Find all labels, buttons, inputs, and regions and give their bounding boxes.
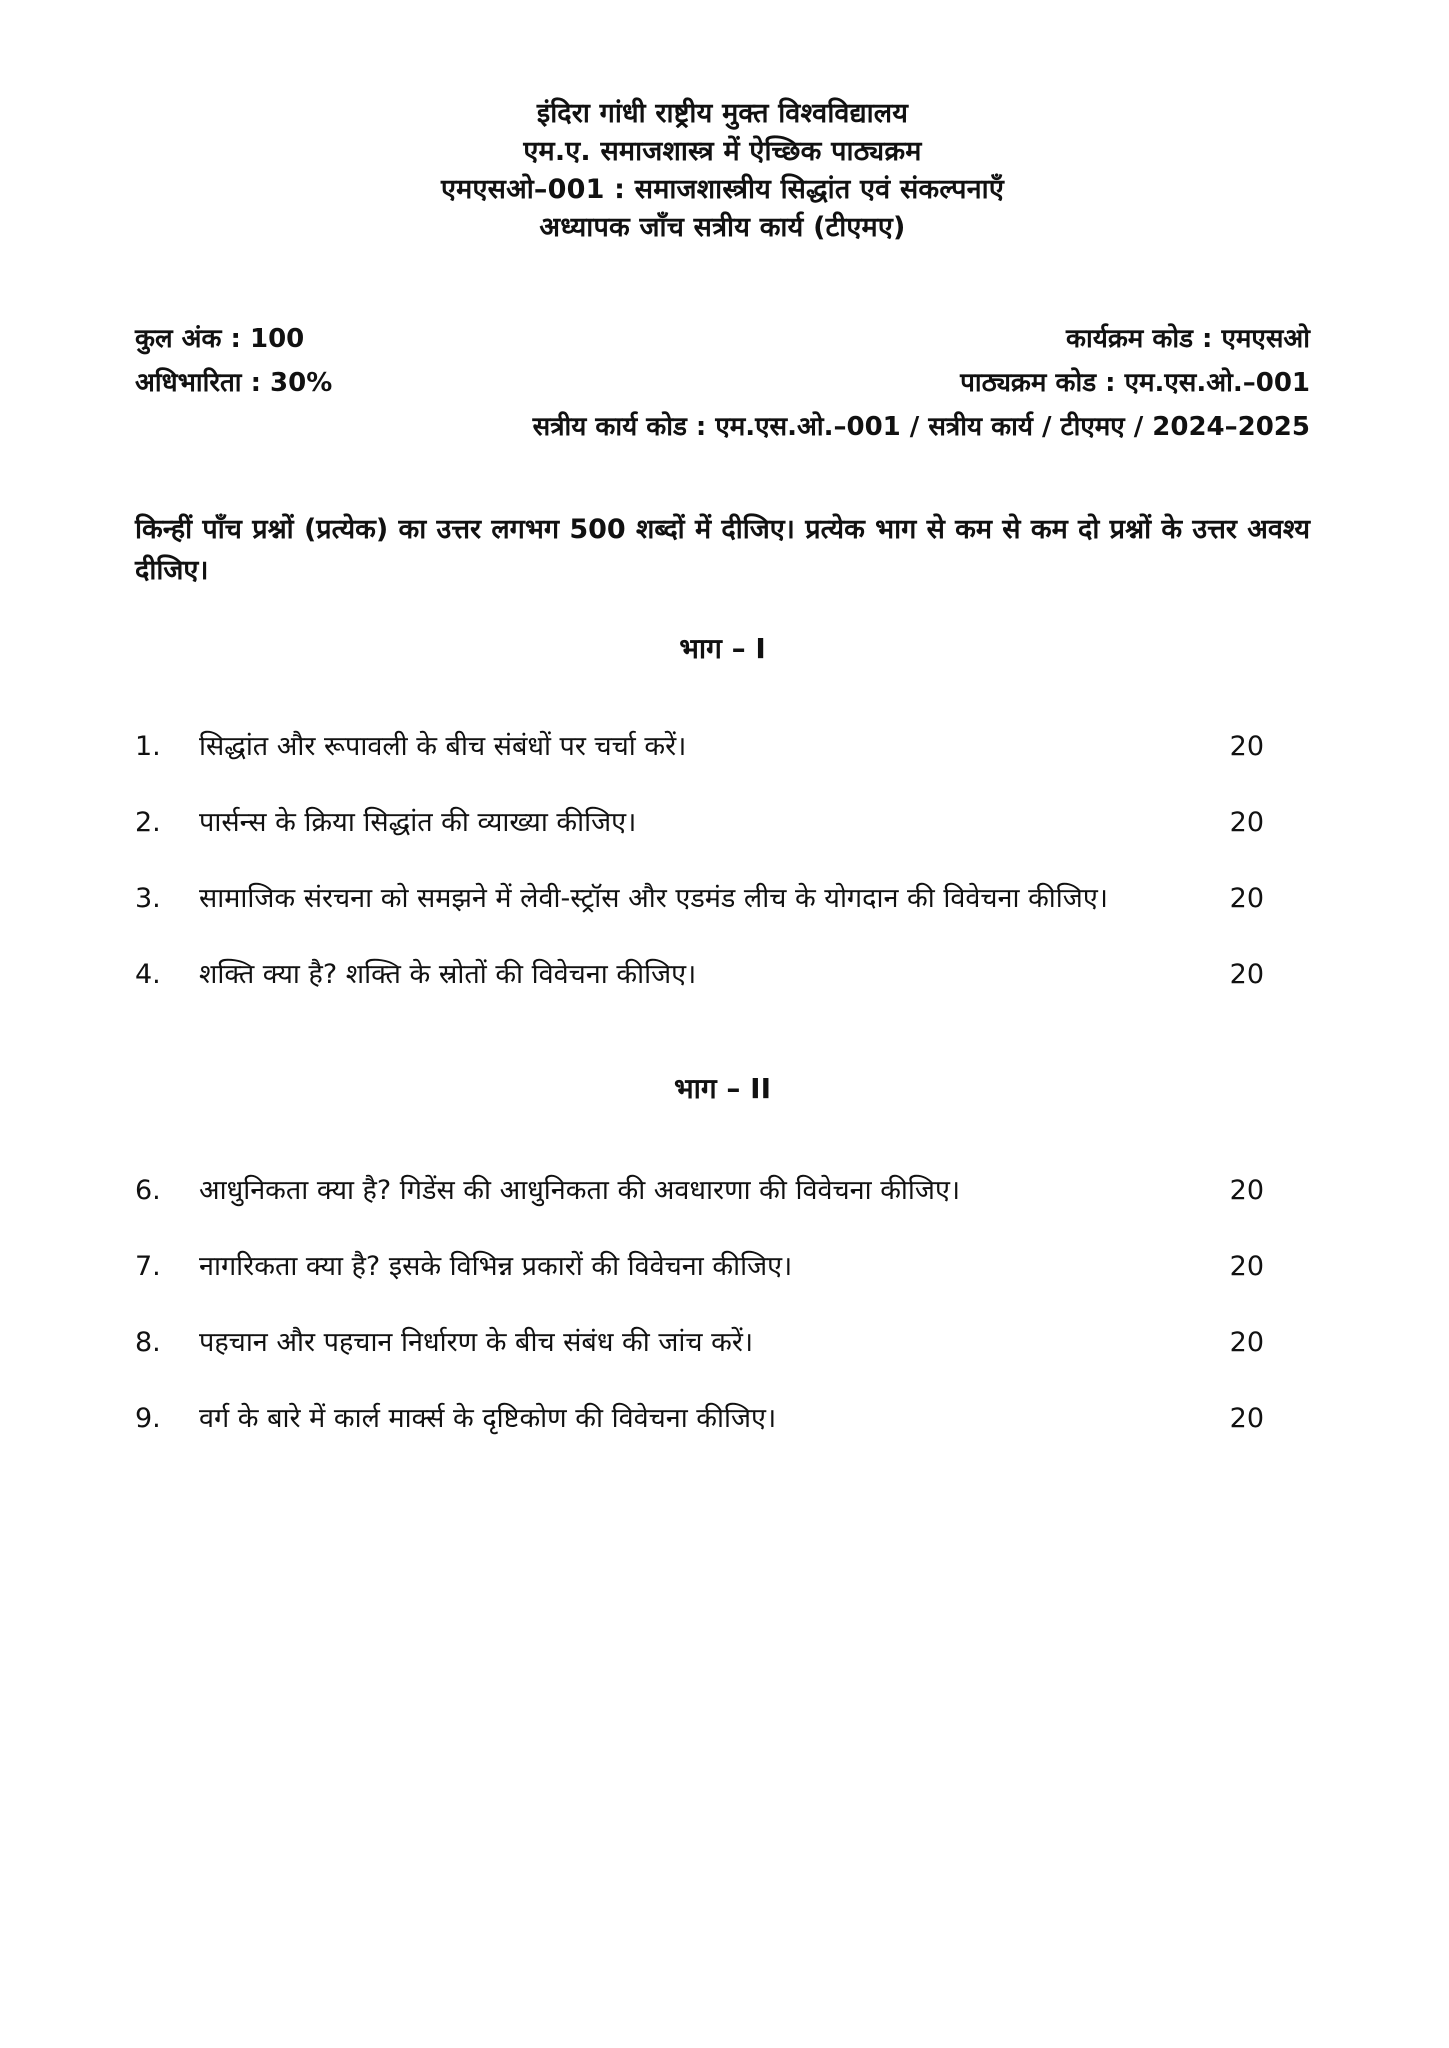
section-title-part-2: भाग – II: [673, 1072, 772, 1105]
document-header: [135, 95, 1310, 247]
programme-code-label: कार्यक्रम कोड : एमएसओ: [1066, 324, 1310, 354]
question-number: 8.: [135, 1327, 161, 1358]
course-title: एमएसओ–001 : समाजशास्त्रीय सिद्धांत एवं संकल्पनाएँ: [441, 174, 1004, 205]
question-row: [135, 803, 1310, 843]
question-row: [135, 1399, 1310, 1439]
question-marks: 20: [1229, 883, 1264, 914]
assignment-type-title: अध्यापक जाँच सत्रीय कार्य (टीएमए): [539, 212, 906, 243]
question-marks: 20: [1229, 731, 1264, 762]
question-row: [135, 955, 1310, 995]
question-number: 9.: [135, 1403, 161, 1434]
question-marks: 20: [1229, 1251, 1264, 1282]
meta-row-2: [135, 361, 1310, 405]
question-number: 1.: [135, 731, 161, 762]
instructions-text: किन्हीं पाँच प्रश्नों (प्रत्येक) का उत्तर लगभग 500 शब्दों में दीजिए। प्रत्येक भाग से कम से कम दो प्रश्नों के उत्तर अवश्य दीजिए।: [135, 514, 1310, 586]
question-text: सामाजिक संरचना को समझने में लेवी-स्ट्रॉस और एडमंड लीच के योगदान की विवेचना कीजिए।: [199, 883, 1108, 914]
programme-name: एम.ए. समाजशास्त्र में ऐच्छिक पाठ्यक्रम: [523, 136, 922, 167]
question-number: 3.: [135, 883, 161, 914]
question-marks: 20: [1229, 1327, 1264, 1358]
meta-row-3: [135, 405, 1310, 449]
question-list-part-1: [135, 727, 1310, 995]
meta-row-1: [135, 317, 1310, 361]
question-marks: 20: [1229, 1403, 1264, 1434]
question-row: [135, 727, 1310, 767]
assignment-meta-block: [135, 317, 1310, 449]
question-row: [135, 879, 1310, 919]
question-text: शक्ति क्या है? शक्ति के स्रोतों की विवेचना कीजिए।: [199, 959, 697, 990]
university-name: इंदिरा गांधी राष्ट्रीय मुक्त विश्वविद्यालय: [536, 98, 909, 129]
section-title-part-1: भाग – I: [679, 632, 766, 665]
weightage-label: अधिभारिता : 30%: [135, 368, 333, 398]
question-text: आधुनिकता क्या है? गिडेंस की आधुनिकता की अवधारणा की विवेचना कीजिए।: [199, 1175, 961, 1206]
question-row: [135, 1247, 1310, 1287]
assignment-code-label: सत्रीय कार्य कोड : एम.एस.ओ.–001 / सत्रीय कार्य / टीएमए / 2024–2025: [532, 412, 1310, 442]
question-marks: 20: [1229, 959, 1264, 990]
question-marks: 20: [1229, 807, 1264, 838]
question-number: 7.: [135, 1251, 161, 1282]
course-code-label: पाठ्यक्रम कोड : एम.एस.ओ.–001: [960, 368, 1310, 398]
question-text: पार्सन्स के क्रिया सिद्धांत की व्याख्या कीजिए।: [199, 807, 637, 838]
question-text: नागरिकता क्या है? इसके विभिन्न प्रकारों की विवेचना कीजिए।: [199, 1251, 793, 1282]
question-row: [135, 1171, 1310, 1211]
question-text: वर्ग के बारे में कार्ल मार्क्स के दृष्टिकोण की विवेचना कीजिए।: [199, 1403, 777, 1434]
question-number: 6.: [135, 1175, 161, 1206]
question-row: [135, 1323, 1310, 1363]
total-marks-label: कुल अंक : 100: [135, 324, 305, 354]
question-list-part-2: [135, 1171, 1310, 1439]
question-number: 2.: [135, 807, 161, 838]
question-marks: 20: [1229, 1175, 1264, 1206]
question-text: सिद्धांत और रूपावली के बीच संबंधों पर चर्चा करें।: [199, 731, 687, 762]
question-text: पहचान और पहचान निर्धारण के बीच संबंध की जांच करें।: [199, 1327, 754, 1358]
question-number: 4.: [135, 959, 161, 990]
